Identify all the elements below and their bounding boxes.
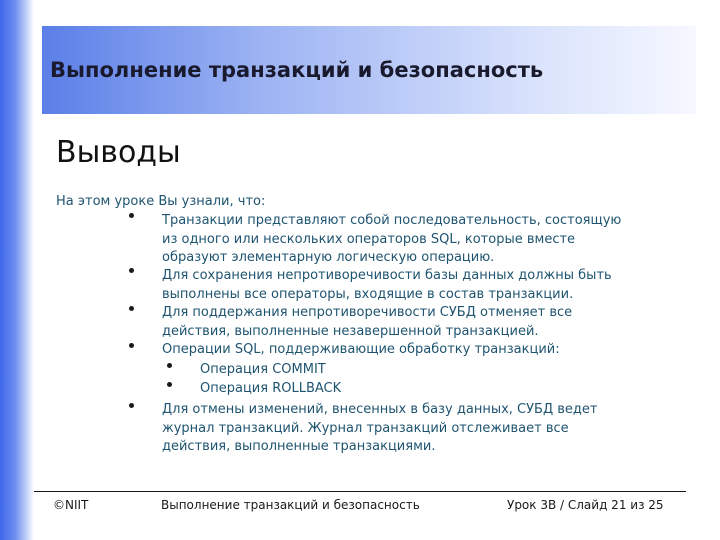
bullet-item: Для сохранения непротиворечивости базы данных должны быть выполнены все операторы, входящие в состав транзакции.: [162, 268, 612, 302]
bullet-dot: [129, 343, 134, 348]
bullet-dot: [129, 268, 134, 273]
footer-course-title: Выполнение транзакций и безопасность: [161, 498, 420, 512]
bullet-item: Для поддержания непротиворечивости СУБД отменяет все действия, выполненные незавершенной транзакцией.: [162, 305, 573, 339]
slide-title: Выводы: [56, 135, 181, 170]
bullet-item: Транзакции представляют собой последовательность, состоящую из одного или нескольких операторов SQL, которые вместе образуют элементарную логическую операцию.: [162, 213, 622, 265]
bullet-item: Операции SQL, поддерживающие обработку транзакций:: [162, 342, 560, 357]
footer-divider: [34, 491, 686, 492]
footer-copyright: ©NIIT: [53, 498, 89, 512]
intro-text: На этом уроке Вы узнали, что:: [56, 194, 266, 209]
left-gradient-bar: [0, 0, 34, 540]
sub-bullet-item: Операция COMMIT: [200, 362, 326, 377]
sub-bullet-item: Операция ROLLBACK: [200, 381, 342, 396]
footer-slide-number: Урок 3В / Слайд 21 из 25: [507, 498, 664, 512]
bullet-dot: [129, 213, 134, 218]
header-title: Выполнение транзакций и безопасность: [50, 58, 544, 82]
bullet-dot: [129, 306, 134, 311]
bullet-item: Для отмены изменений, внесенных в базу данных, СУБД ведет журнал транзакций. Журнал транзакций отслеживает все действия, выполненные транзакциями.: [162, 402, 598, 454]
sub-bullet-dot: [167, 363, 172, 368]
sub-bullet-dot: [167, 382, 172, 387]
bullet-dot: [129, 403, 134, 408]
